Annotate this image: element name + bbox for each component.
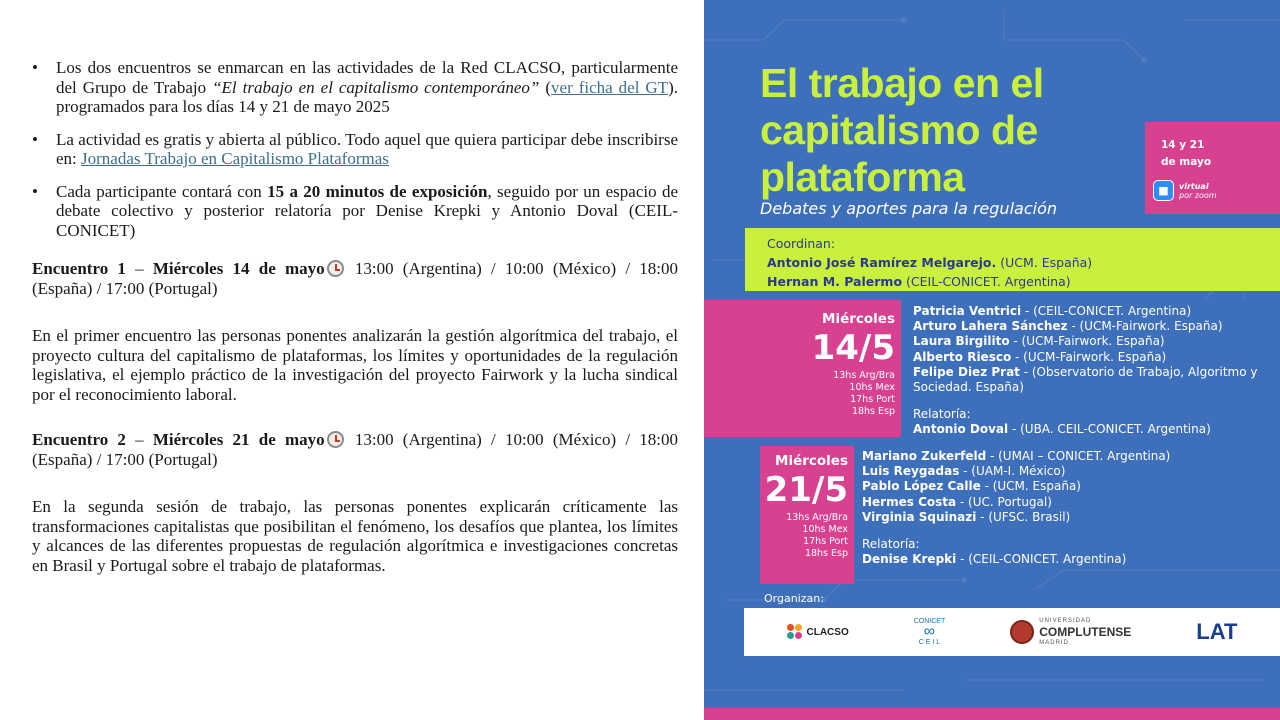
session-2-speakers: Mariano Zukerfeld - (UMAI – CONICET. Argentina) Luis Reygadas - (UAM-I. México) Pablo López Calle - (UCM. España) Hermes Costa - (UC. Portugal) Virginia Squinazi - (UFSC. Brasil) Relatoría: Denise Krepki - (CEIL-CONICET. Argentina) — [862, 449, 1171, 567]
clock-icon — [327, 431, 344, 448]
encuentro-1-description: En el primer encuentro las personas ponentes analizarán la gestión algorítmica del trabajo, el proyecto cultura del capitalismo de plataformas, los límites y oportunidades de la regulación legislativa, el ejemplo práctico de la investigación del proyecto Fairwork y la lucha sindical por el reconocimiento laboral. — [32, 326, 678, 404]
encuentro-2-description: En la segunda sesión de trabajo, las personas ponentes explicarán críticamente las transformaciones capitalistas que posibilitan el fenómeno, los desafíos que plantea, los límites y alcances de las diferentes propuestas de regulación algorítmica e investigaciones concretas en Brasil y Portugal sobre el trabajo de plataformas. — [32, 497, 678, 575]
session-2-date-panel: Miércoles 21/5 13hs Arg/Bra 10hs Mex 17hs Port 18hs Esp — [760, 446, 854, 584]
conicet-wave-icon: ∞ — [923, 623, 936, 640]
poster-title: El trabajo en el capitalismo de plataforma — [760, 60, 1044, 200]
lat-logo: LAT — [1196, 619, 1238, 644]
zoom-info: ■ virtual por zoom — [1153, 180, 1217, 201]
organizer-logos — [744, 608, 1280, 656]
ucm-seal-icon — [1010, 620, 1034, 644]
left-text-column — [32, 58, 678, 575]
date-badge: 14 y 21 de mayo ■ virtual por zoom — [1145, 122, 1280, 214]
gt-sheet-link[interactable]: ver ficha del GT — [551, 77, 669, 97]
bullet-red-clacso: • Los dos encuentros se enmarcan en las actividades de la Red CLACSO, particularmente del Grupo de Trabajo “El trabajo en el capitalismo contemporáneo” (ver ficha del GT). programados para los días 14 y 21 de mayo 2025 — [32, 58, 678, 117]
clacso-logo: CLACSO — [787, 624, 849, 640]
coordinators-box: Coordinan: Antonio José Ramírez Melgarejo. (UCM. España) Hernan M. Palermo (CEIL-CONICET. Argentina) — [745, 228, 1280, 291]
info-bullets — [32, 58, 678, 240]
gt-title: “El trabajo en el capitalismo contemporáneo” — [212, 77, 540, 97]
zoom-camera-icon: ■ — [1153, 180, 1174, 201]
poster-bottom-bar — [704, 708, 1280, 720]
clock-icon — [327, 260, 344, 277]
organizers-label: Organizan: — [764, 592, 824, 605]
event-poster — [704, 0, 1280, 720]
encuentro-2-heading: Encuentro 2 – Miércoles 21 de mayo 13:00 (Argentina) / 10:00 (México) / 18:00 (España) / 17:00 (Portugal) — [32, 430, 679, 469]
session-1-speakers: Patricia Ventrici - (CEIL-CONICET. Argentina) Arturo Lahera Sánchez - (UCM-Fairwork. España) Laura Birgilito - (UCM-Fairwork. España) Alberto Riesco - (UCM-Fairwork. España) Felipe Diez Prat - (Observatorio de Trabajo, Algoritmo y Sociedad. España) Relatoría: Antonio Doval - (UBA. CEIL-CONICET. Argentina) — [913, 304, 1258, 437]
bullet-participation: • Cada participante contará con 15 a 20 minutos de exposición, seguido por un espacio de debate colectivo y posterior relatoría por Denise Krepki y Antonio Doval (CEIL-CONICET) — [32, 182, 678, 241]
poster-subtitle: Debates y aportes para la regulación — [760, 199, 1057, 218]
clacso-dots-icon — [787, 624, 803, 640]
session-1-date-panel: Miércoles 14/5 13hs Arg/Bra 10hs Mex 17hs Port 18hs Esp — [704, 300, 901, 437]
bullet-registration: • La actividad es gratis y abierta al público. Todo aquel que quiera participar debe inscribirse en: Jornadas Trabajo en Capitalismo Plataformas — [32, 130, 678, 169]
ucm-logo: UNIVERSIDAD COMPLUTENSE MADRID — [1010, 616, 1131, 649]
encuentro-1-heading: Encuentro 1 – Miércoles 14 de mayo 13:00 (Argentina) / 10:00 (México) / 18:00 (España) / 17:00 (Portugal) — [32, 259, 679, 298]
registration-link[interactable]: Jornadas Trabajo en Capitalismo Plataformas — [81, 149, 389, 168]
ceil-conicet-logo: CONICET ∞ C E I L — [913, 618, 946, 646]
